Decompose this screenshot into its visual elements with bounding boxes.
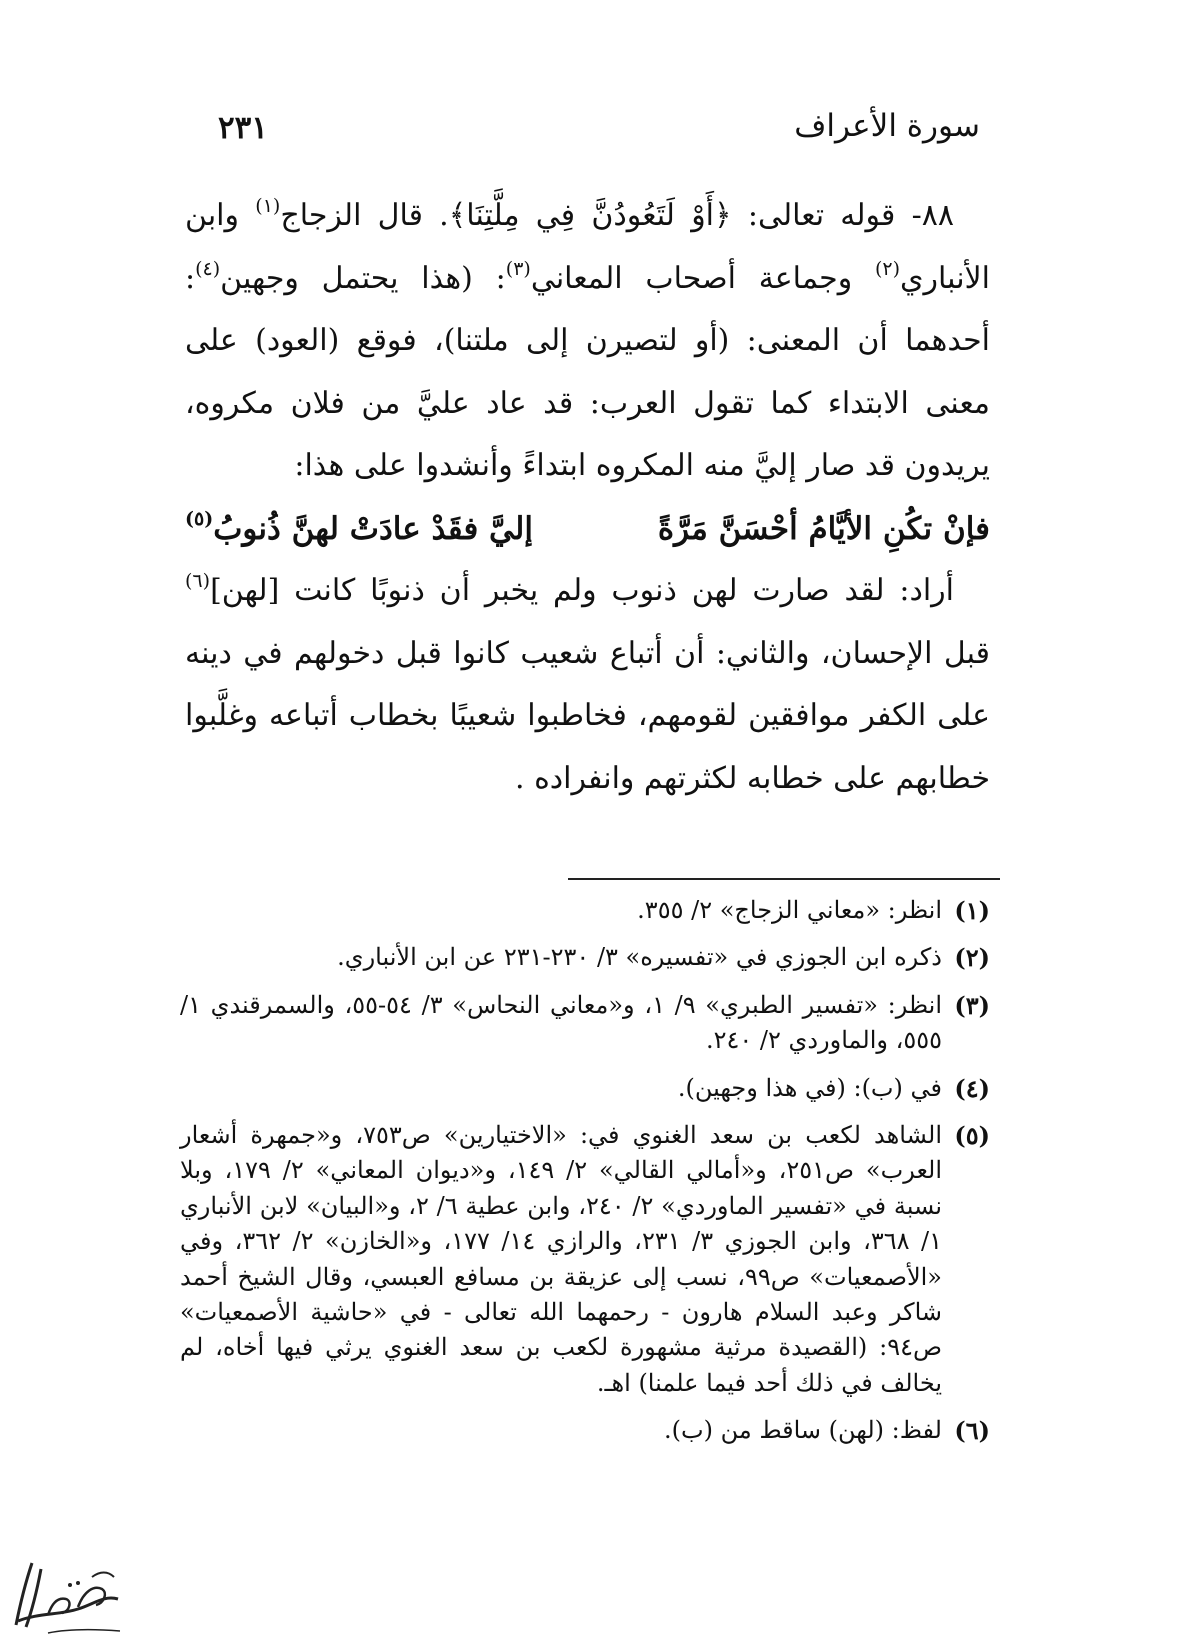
footnote-ref[interactable]: (٤) <box>195 257 221 280</box>
footnote-number: (٥) <box>954 1121 990 1151</box>
footnote-ref[interactable]: (٦) <box>185 570 211 592</box>
footnote-text: الشاهد لكعب بن سعد الغنوي في: «الاختيارين» ص٧٥٣، و«جمهرة أشعار العرب» ص٢٥١، و«أمالي القالي» ٢/ ١٤٩، و«ديوان المعاني» ٢/ ١٧٩، وبلا نسبة في «تفسير الماوردي» ٢/ ٢٤٠، وابن عطية ٦/ ٢، و«البيان» لابن الأنباري ١/ ٣٦٨، وابن الجوزي ٣/ ٢٣١، والرازي ١٤/ ١٧٧، و«الخازن» ٢/ ٣٦٢، وفي «الأصمعيات» ص٩٩، نسب إلى عزيقة بن مسافع العبسي، وقال الشيخ أحمد شاكر وعبد السلام هارون - رحمهما الله تعالى - في «حاشية الأصمعيات» ص٩٤: (القصيدة مرثية مشهورة لكعب بن سعد الغنوي يرثي فيها أخاه، لم يخالف في ذلك أحد فيما علمنا) اهـ. <box>180 1121 943 1397</box>
footnote-ref[interactable]: (٥) <box>185 508 214 531</box>
footnote-number: (٢) <box>954 943 990 973</box>
footnote-number: (٦) <box>954 1416 990 1446</box>
footnote-number: (٤) <box>954 1073 990 1103</box>
footnote <box>180 893 990 928</box>
paragraph-1-text: وجماعة أصحاب المعاني <box>530 260 875 296</box>
verse-second-hemistich <box>185 498 533 561</box>
footnote-ref[interactable]: (٣) <box>505 257 531 280</box>
paragraph-2 <box>185 560 990 810</box>
footnotes <box>180 893 990 1449</box>
footnote-number: (١) <box>954 896 990 925</box>
footnote <box>180 1118 990 1401</box>
paragraph-1-text: وابن الأنباري <box>185 198 990 296</box>
paragraph-2-text: أراد: لقد صارت لهن ذنوب ولم يخبر أن ذنوبًا كانت [لهن] <box>210 573 954 608</box>
paragraph-1-text: : أحدهما أن المعنى: (أو لتصيرن إلى ملتنا)، فوقع (العود) على معنى الابتداء كما تقول العرب: قد عاد عليَّ من فلان مكروه، يريدون قد صار إليَّ منه المكروه ابتداءً وأنشدوا على هذا: <box>185 260 990 483</box>
footnote-text: انظر: «تفسير الطبري» ٩/ ١، و«معاني النحاس» ٣/ ٥٤-٥٥، والسمرقندي ١/ ٥٥٥، والماوردي ٢/ ٢٤٠. <box>180 990 943 1055</box>
footnote <box>180 1071 990 1106</box>
footnote <box>180 988 990 1059</box>
footnote-ref[interactable]: (١) <box>255 195 281 217</box>
main-text <box>185 185 990 810</box>
poetry-verse <box>185 498 990 561</box>
surah-title: سورة الأعراف <box>794 108 980 144</box>
footnote-ref[interactable]: (٢) <box>874 257 901 280</box>
footnote-text: ذكره ابن الجوزي في «تفسيره» ٣/ ٢٣٠-٢٣١ عن ابن الأنباري. <box>337 943 942 972</box>
footnote <box>180 940 990 975</box>
verse-second-hemistich-text: إليَّ فقَدْ عادَتْ لهنَّ ذُنوبُ <box>213 510 533 547</box>
page-header <box>180 108 980 158</box>
calligraphy-logo <box>8 1555 126 1640</box>
footnote <box>180 1413 990 1448</box>
footnote-divider <box>568 878 1000 880</box>
paragraph-2-text: قبل الإحسان، والثاني: أن أتباع شعيب كانوا قبل دخولهم في دينه على الكفر موافقين لقومهم، فخاطبوا شعيبًا بخطاب أتباعه وغلَّبوا خطابهم على خطابه لكثرتهم وانفراده . <box>185 635 990 796</box>
footnote-text: انظر: «معاني الزجاج» ٢/ ٣٥٥. <box>637 896 942 924</box>
paragraph-1-text: : (هذا يحتمل وجهين <box>220 260 506 296</box>
paragraph-1-text: ٨٨- قوله تعالى: ﴿أَوْ لَتَعُودُنَّ فِي مِلَّتِنَا﴾. قال الزجاج <box>280 198 954 233</box>
footnote-number: (٣) <box>954 990 990 1020</box>
footnote-text: في (ب): (في هذا وجهين). <box>677 1073 942 1102</box>
page-number: ٢٣١ <box>218 110 268 146</box>
verse-first-hemistich: فإنْ تكُنِ الأيَّامُ أحْسَنَّ مَرَّةً <box>657 510 990 547</box>
paragraph-1 <box>185 185 990 498</box>
footnote-text: لفظ: (لهن) ساقط من (ب). <box>664 1416 942 1445</box>
